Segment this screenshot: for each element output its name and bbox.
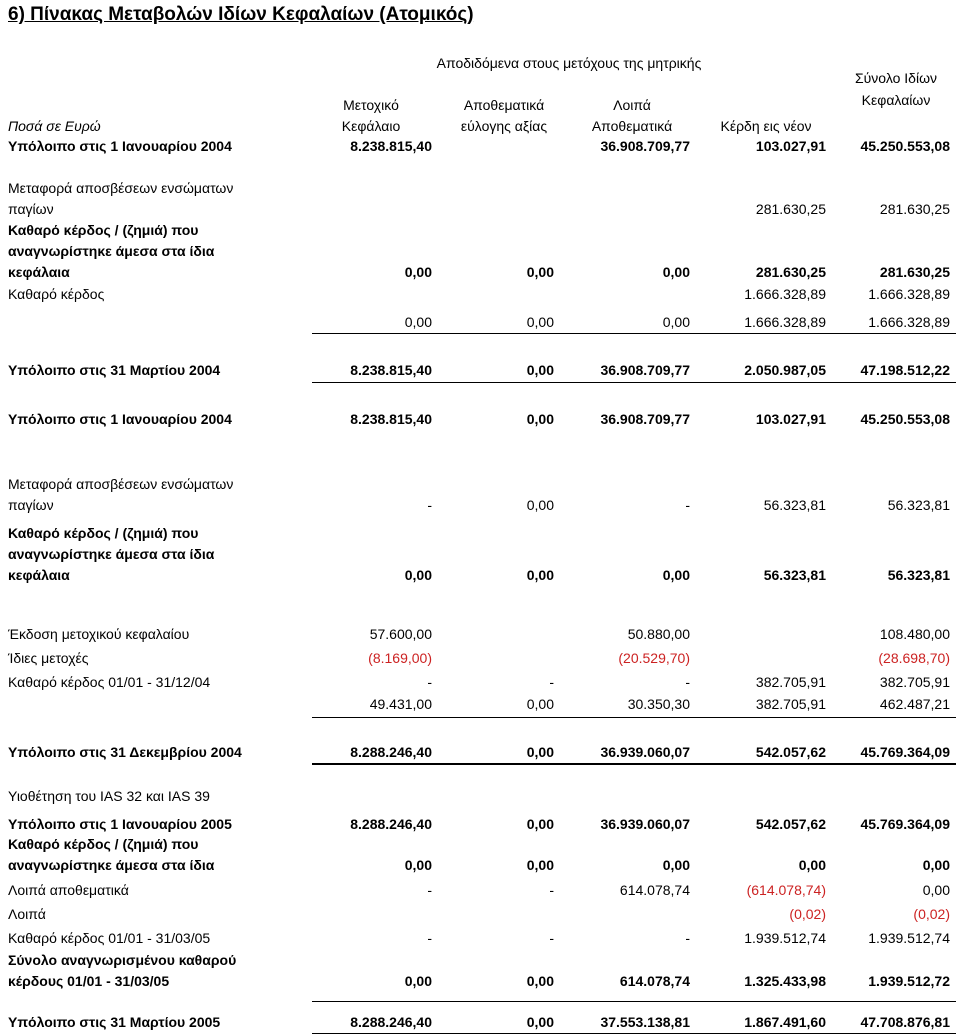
row-value: 36.939.060,07 (600, 744, 690, 760)
row-value: 1.325.433,98 (744, 973, 826, 989)
row-value: 8.238.815,40 (350, 362, 432, 378)
row-value: 36.908.709,77 (600, 362, 690, 378)
row-value: 0,00 (922, 882, 950, 898)
row-value: 542.057,62 (755, 744, 826, 760)
row-value: 281.630,25 (755, 264, 826, 280)
header-col1-line1: Μετοχικό (343, 97, 399, 113)
row-value: 462.487,21 (879, 696, 950, 712)
row-value: - (427, 497, 432, 513)
row-value: 8.288.246,40 (350, 816, 432, 832)
row-value: 47.198.512,22 (860, 362, 950, 378)
row-label: Σύνολο αναγνωρισμένου καθαρού (8, 952, 237, 968)
row-value: - (427, 674, 432, 690)
row-label: παγίων (8, 201, 54, 217)
header-col4: Κέρδη εις νέον (720, 118, 812, 134)
row-value: 614.078,74 (619, 973, 690, 989)
row-label: παγίων (8, 497, 54, 513)
row-value: 0,00 (662, 314, 690, 330)
header-col1-line2: Κεφάλαιο (341, 118, 401, 134)
row-value: 8.288.246,40 (350, 1014, 432, 1030)
row-label: Καθαρό κέρδος / (ζημιά) που (8, 525, 199, 541)
row-value: 614.078,74 (619, 882, 690, 898)
row-label: Μεταφορά αποσβέσεων ενσώματων (8, 476, 234, 492)
row-label: Υπόλοιπο στις 31 Δεκεμβρίου 2004 (8, 744, 242, 760)
row-label: αναγνωρίστηκε άμεσα στα ίδια (8, 243, 215, 259)
row-value: 30.350,30 (627, 696, 690, 712)
row-value: 56.323,81 (887, 497, 950, 513)
row-value: 0,00 (526, 696, 554, 712)
row-value: 57.600,00 (369, 626, 432, 642)
row-value: 0,00 (526, 314, 554, 330)
row-label: κεφάλαια (8, 264, 70, 280)
row-value: 45.769.364,09 (860, 816, 950, 832)
row-value: 47.708.876,81 (860, 1014, 950, 1030)
rule-line (312, 717, 956, 718)
row-label: Υπόλοιπο στις 31 Μαρτίου 2004 (8, 362, 221, 378)
header-col3-line1: Λοιπά (613, 97, 651, 113)
page-title: 6) Πίνακας Μεταβολών Ιδίων Κεφαλαίων (Ατομικός) (8, 4, 474, 25)
row-value: 382.705,91 (879, 674, 950, 690)
row-value: 36.908.709,77 (600, 138, 690, 154)
row-value: 281.630,25 (879, 201, 950, 217)
row-value: 0,00 (526, 411, 554, 427)
header-col2-line1: Αποθεματικά (463, 97, 545, 113)
rule-line (312, 1001, 956, 1002)
row-value: - (685, 497, 690, 513)
rule-line (312, 382, 956, 383)
row-value: 1.939.512,72 (868, 973, 950, 989)
row-value: 1.939.512,74 (744, 930, 826, 946)
row-value: 56.323,81 (763, 497, 826, 513)
row-value: (0,02) (789, 906, 826, 922)
row-value: (8.169,00) (368, 650, 432, 666)
row-label: Υπόλοιπο στις 1 Ιανουαρίου 2004 (8, 411, 232, 427)
row-value: 382.705,91 (755, 674, 826, 690)
row-value: 36.908.709,77 (600, 411, 690, 427)
row-value: 45.250.553,08 (860, 138, 950, 154)
row-value: 8.288.246,40 (350, 744, 432, 760)
row-label: κέρδους 01/01 - 31/03/05 (8, 973, 170, 989)
row-value: 50.880,00 (627, 626, 690, 642)
row-value: (614.078,74) (746, 882, 826, 898)
row-value: 0,00 (662, 857, 690, 873)
row-label: Έκδοση μετοχικού κεφαλαίου (8, 626, 190, 642)
rule-line (312, 1033, 956, 1034)
row-value: - (427, 882, 432, 898)
row-value: 56.323,81 (763, 567, 826, 583)
row-value: 8.238.815,40 (350, 411, 432, 427)
row-value: - (549, 674, 554, 690)
row-label: Υιοθέτηση του IAS 32 και IAS 39 (8, 788, 210, 804)
row-value: 0,00 (404, 973, 432, 989)
row-label: Υπόλοιπο στις 1 Ιανουαρίου 2004 (8, 138, 232, 154)
row-value: 0,00 (662, 264, 690, 280)
row-value: - (549, 882, 554, 898)
row-value: 0,00 (526, 362, 554, 378)
rule-line (312, 764, 956, 765)
row-value: 0,00 (526, 264, 554, 280)
row-value: 45.250.553,08 (860, 411, 950, 427)
row-value: 0,00 (526, 497, 554, 513)
header-col3-line2: Αποθεματικά (591, 118, 673, 134)
row-label: Καθαρό κέρδος 01/01 - 31/12/04 (8, 674, 211, 690)
row-value: 2.050.987,05 (744, 362, 826, 378)
row-label: Ίδιες μετοχές (8, 650, 89, 666)
row-value: - (427, 930, 432, 946)
row-label: κεφάλαια (8, 567, 70, 583)
row-value: 382.705,91 (755, 696, 826, 712)
row-label: Καθαρό κέρδος (8, 286, 105, 302)
row-value: - (685, 674, 690, 690)
row-value: 1.939.512,74 (868, 930, 950, 946)
row-label: Λοιπά αποθεματικά (8, 882, 129, 898)
row-value: - (549, 930, 554, 946)
row-value: 281.630,25 (879, 264, 950, 280)
row-value: 0,00 (526, 816, 554, 832)
row-value: 0,00 (404, 567, 432, 583)
row-label: Λοιπά (8, 906, 46, 922)
row-value: 103.027,91 (755, 138, 826, 154)
row-value: 1.666.328,89 (868, 286, 950, 302)
row-value: (20.529,70) (618, 650, 690, 666)
row-value: (0,02) (913, 906, 950, 922)
header-group-label: Αποδιδόμενα στους μετόχους της μητρικής (436, 55, 702, 71)
row-value: 281.630,25 (755, 201, 826, 217)
row-value: 0,00 (526, 744, 554, 760)
row-label: Καθαρό κέρδος / (ζημιά) που (8, 836, 199, 852)
row-label: αναγνωρίστηκε άμεσα στα ίδια (8, 857, 215, 873)
row-label: Υπόλοιπο στις 31 Μαρτίου 2005 (8, 1014, 221, 1030)
row-value: 0,00 (922, 857, 950, 873)
header-col5-line2: Κεφαλαίων (861, 92, 931, 108)
header-col2-line2: εύλογης αξίας (460, 118, 548, 134)
row-value: 0,00 (404, 857, 432, 873)
row-value: 108.480,00 (879, 626, 950, 642)
row-value: 0,00 (404, 264, 432, 280)
row-label: Καθαρό κέρδος 01/01 - 31/03/05 (8, 930, 211, 946)
row-value: 8.238.815,40 (350, 138, 432, 154)
row-value: 103.027,91 (755, 411, 826, 427)
row-value: - (685, 930, 690, 946)
row-value: 37.553.138,81 (600, 1014, 690, 1030)
row-value: 0,00 (526, 1014, 554, 1030)
row-value: 0,00 (662, 567, 690, 583)
row-value: 36.939.060,07 (600, 816, 690, 832)
row-value: 49.431,00 (369, 696, 432, 712)
row-value: 0,00 (526, 857, 554, 873)
row-value: 0,00 (526, 567, 554, 583)
row-value: 1.666.328,89 (868, 314, 950, 330)
row-value: 45.769.364,09 (860, 744, 950, 760)
row-value: 0,00 (404, 314, 432, 330)
row-value: (28.698,70) (878, 650, 950, 666)
row-label: αναγνωρίστηκε άμεσα στα ίδια (8, 546, 215, 562)
row-value: 1.867.491,60 (744, 1014, 826, 1030)
row-value: 542.057,62 (755, 816, 826, 832)
row-value: 0,00 (798, 857, 826, 873)
row-value: 56.323,81 (887, 567, 950, 583)
amounts-unit-label: Ποσά σε Ευρώ (8, 118, 101, 134)
row-label: Μεταφορά αποσβέσεων ενσώματων (8, 180, 234, 196)
row-label: Καθαρό κέρδος / (ζημιά) που (8, 222, 199, 238)
row-value: 1.666.328,89 (744, 314, 826, 330)
row-label: Υπόλοιπο στις 1 Ιανουαρίου 2005 (8, 816, 232, 832)
rule-line (312, 333, 956, 334)
row-value: 1.666.328,89 (744, 286, 826, 302)
row-value: 0,00 (526, 973, 554, 989)
header-col5-line1: Σύνολο Ιδίων (854, 70, 938, 86)
